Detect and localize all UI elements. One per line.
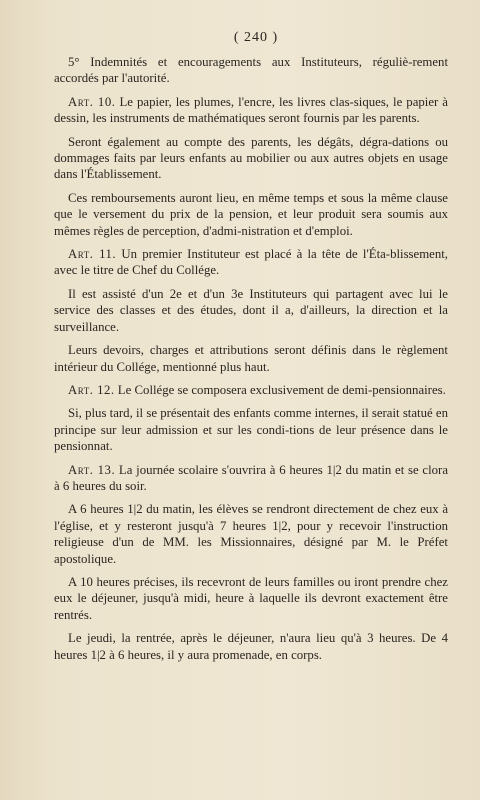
paragraph-text: Leurs devoirs, charges et attributions seront définis dans le règlement intérieur du Collége, mentionné plus haut.: [54, 343, 448, 374]
paragraph-text: Ces remboursements auront lieu, en même temps et sous la même clause que le versement du prix de la pension, et leur produit sera soumis aux mêmes règles de perception, d'admi-nistration et d'emploi.: [54, 190, 448, 238]
paragraph: [54, 342, 448, 375]
paragraph: [54, 190, 448, 239]
body-text: [54, 54, 448, 663]
paragraph-text: Le jeudi, la rentrée, après le déjeuner, n'aura lieu qu'à 3 heures. De 4 heures 1|2 à 6 heures, il y aura promenade, en corps.: [54, 631, 448, 662]
paragraph: [54, 382, 448, 398]
paragraph-text: 5° Indemnités et encouragements aux Instituteurs, réguliè-rement accordés par l'autorité.: [54, 55, 448, 86]
article-label: Art. 10.: [68, 94, 116, 109]
paragraph: [54, 246, 448, 279]
article-label: Art. 13.: [68, 462, 116, 477]
paragraph-text: Le Collége se composera exclusivement de demi-pensionnaires.: [114, 382, 446, 397]
page-number: ( 240 ): [233, 30, 279, 45]
paragraph-text: Si, plus tard, il se présentait des enfants comme internes, il serait statué en principe sur leur admission et sur les condi-tions de leur présence dans le pensionnat.: [54, 406, 448, 454]
paragraph: [54, 462, 448, 495]
paragraph-text: Seront également au compte des parents, les dégâts, dégra-dations ou dommages faits par leurs enfants au mobilier ou aux autres objets en usage dans l'Établissement.: [54, 134, 448, 182]
paragraph: [54, 286, 448, 335]
paragraph: [54, 54, 448, 87]
article-label: Art. 11.: [68, 247, 117, 262]
paragraph-text: Il est assisté d'un 2e et d'un 3e Instituteurs qui partagent avec lui le service des classes et des études, dont il a, d'ailleurs, la direction et la surveillance.: [54, 286, 448, 334]
paragraph-text: La journée scolaire s'ouvrira à 6 heures 1|2 du matin et se clora à 6 heures du soir.: [54, 462, 448, 493]
paragraph: [54, 94, 448, 127]
article-label: Art. 12.: [68, 382, 115, 397]
paragraph-text: A 10 heures précises, ils recevront de leurs familles ou iront prendre chez eux le déjeuner, jusqu'à midi, heure à laquelle ils devront exactement être rentrés.: [54, 574, 448, 622]
paragraph-text: Un premier Instituteur est placé à la tête de l'Éta-blissement, avec le titre de Chef du Collége.: [54, 247, 449, 278]
paragraph: [54, 405, 448, 454]
paragraph: [54, 630, 448, 663]
paragraph: [54, 574, 448, 623]
paragraph-text: A 6 heures 1|2 du matin, les élèves se rendront directement de chez eux à l'église, et y resteront jusqu'à 7 heures 1|2, pour y recevoir l'instruction religieuse d'un de MM. les Missionnaires, désigné par M. le Préfet apostolique.: [54, 502, 448, 566]
paragraph: [54, 134, 448, 183]
paragraph: [54, 501, 448, 567]
paragraph-text: Le papier, les plumes, l'encre, les livres clas-siques, le papier à dessin, les instruments de mathématiques seront fournis par les parents.: [54, 94, 448, 126]
